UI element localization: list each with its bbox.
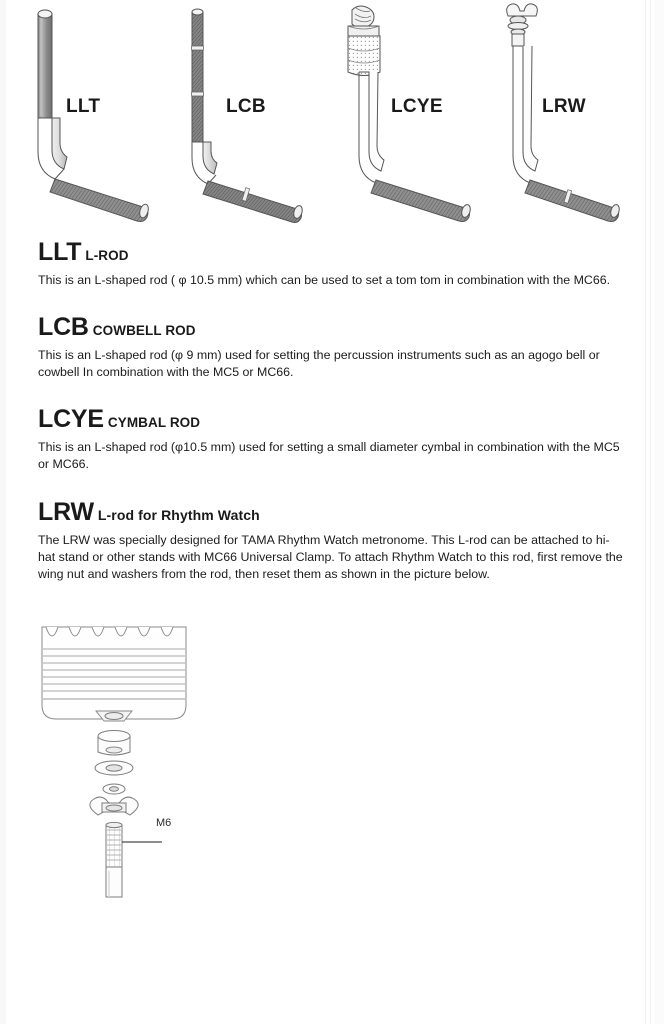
section-body-lcye: This is an L-shaped rod (φ10.5 mm) used for setting a small diameter cymbal in combination with the MC5 or MC66. — [38, 440, 620, 472]
exploded-assembly-illustration — [24, 609, 324, 899]
section-lrw — [38, 497, 624, 583]
section-name-lrw: L-rod for Rhythm Watch — [97, 506, 260, 523]
threaded-rod — [106, 822, 122, 897]
rod-figure-lrw — [490, 0, 650, 232]
section-llt — [38, 240, 624, 289]
rod-label-lcye: LCYE — [391, 96, 443, 117]
section-heading-lcye — [38, 407, 624, 432]
section-code-lcb: LCB — [38, 313, 89, 342]
section-body-llt: This is an L-shaped rod ( φ 10.5 mm) which can be used to set a tom tom in combination with the MC66. — [38, 273, 611, 287]
rod-figure-llt — [24, 0, 184, 232]
section-body-lrw: The LRW was specially designed for TAMA Rhythm Watch metronome. This L-rod can be attached to hi-hat stand or other stands with MC66 Universal Clamp. To attach Rhythm Watch to this rod, first remove the wing nut and washers from the rod, then reset them as shown in the picture below. — [38, 532, 623, 581]
wing-nut — [90, 797, 138, 815]
section-code-lrw: LRW — [38, 497, 94, 526]
section-name-lcye: CYMBAL ROD — [107, 415, 201, 431]
exploded-diagram — [6, 609, 654, 909]
section-name-lcb: COWBELL ROD — [92, 323, 196, 339]
section-heading-lrw — [38, 497, 624, 526]
rod-label-llt: LLT — [66, 96, 101, 117]
rod-figure-lcb — [178, 0, 338, 232]
l-rod-knurled-icon — [24, 0, 184, 232]
rod-label-lrw: LRW — [542, 96, 586, 117]
section-code-llt: LLT — [38, 238, 82, 266]
rod-illustration-strip — [6, 0, 654, 232]
spacer-cylinder — [98, 730, 130, 755]
section-body-lcb: This is an L-shaped rod (φ 9 mm) used for setting the percussion instruments such as an agogo bell or cowbell In combination with the MC5 or MC66. — [38, 348, 600, 380]
rhythm-watch-body — [42, 627, 186, 721]
section-heading-lcb — [38, 315, 624, 340]
section-name-llt: L-ROD — [85, 248, 129, 263]
section-code-lcye: LCYE — [38, 405, 104, 434]
small-washer — [103, 784, 125, 794]
rod-label-lcb: LCB — [226, 96, 266, 117]
section-lcye — [38, 407, 624, 473]
m6-label: M6 — [156, 816, 172, 829]
description-sections — [6, 232, 654, 583]
large-washer — [95, 761, 133, 775]
section-heading-llt — [38, 240, 624, 265]
section-lcb — [38, 315, 624, 381]
rod-figure-lcye — [336, 0, 496, 232]
